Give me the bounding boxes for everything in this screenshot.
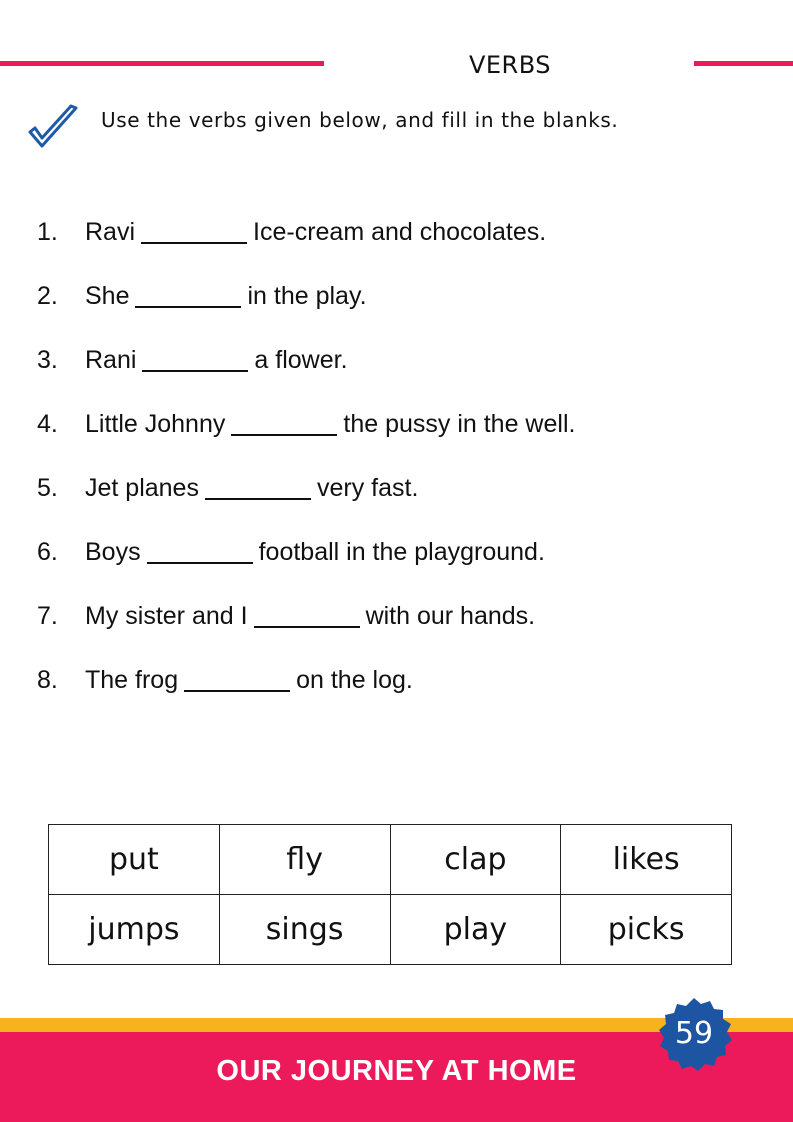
- question-number: 7.: [37, 602, 58, 630]
- page-title: VERBS: [468, 51, 552, 79]
- question-text-after: with our hands.: [365, 602, 536, 630]
- question-text-before: Rani: [85, 346, 137, 374]
- answer-blank[interactable]: [205, 474, 311, 500]
- verb-cell: sings: [219, 895, 390, 965]
- question-item: [37, 474, 757, 538]
- question-item: [37, 346, 757, 410]
- table-row: [49, 825, 732, 895]
- question-item: [37, 602, 757, 666]
- question-number: 5.: [37, 474, 58, 502]
- question-number: 2.: [37, 282, 58, 310]
- header-rule-right: [694, 61, 793, 66]
- question-text-before: Ravi: [85, 218, 136, 246]
- checkmark-icon: [26, 104, 80, 152]
- verb-cell: picks: [561, 895, 732, 965]
- question-text-after: the pussy in the well.: [343, 410, 576, 438]
- question-text-after: a flower.: [254, 346, 348, 374]
- header-rule-left: [0, 61, 324, 66]
- question-text-before: My sister and I: [85, 602, 248, 630]
- question-list: [37, 218, 757, 730]
- answer-blank[interactable]: [141, 218, 247, 244]
- question-text-after: very fast.: [316, 474, 419, 502]
- question-text-after: Ice-cream and chocolates.: [253, 218, 547, 246]
- question-number: 8.: [37, 666, 58, 694]
- verb-cell: fly: [219, 825, 390, 895]
- page-number: 59: [674, 1016, 714, 1051]
- table-row: [49, 895, 732, 965]
- question-number: 6.: [37, 538, 58, 566]
- question-item: [37, 410, 757, 474]
- verb-cell: jumps: [49, 895, 220, 965]
- question-item: [37, 282, 757, 346]
- instruction-text: Use the verbs given below, and fill in the blanks.: [101, 108, 619, 132]
- question-number: 1.: [37, 218, 58, 246]
- question-number: 4.: [37, 410, 58, 438]
- verb-cell: play: [390, 895, 561, 965]
- question-text-before: Boys: [85, 538, 141, 566]
- question-text-before: She: [85, 282, 130, 310]
- question-text-before: The frog: [85, 666, 179, 694]
- footer-title: OUR JOURNEY AT HOME: [216, 1055, 577, 1087]
- question-text-before: Little Johnny: [85, 410, 226, 438]
- question-text-after: in the play.: [247, 282, 367, 310]
- verb-cell: put: [49, 825, 220, 895]
- answer-blank[interactable]: [135, 282, 241, 308]
- question-text-after: on the log.: [296, 666, 413, 694]
- answer-blank[interactable]: [147, 538, 253, 564]
- answer-blank[interactable]: [231, 410, 337, 436]
- question-text-before: Jet planes: [85, 474, 199, 502]
- question-item: [37, 218, 757, 282]
- answer-blank[interactable]: [184, 666, 290, 692]
- answer-blank[interactable]: [254, 602, 360, 628]
- verb-word-table: [48, 824, 732, 965]
- question-number: 3.: [37, 346, 58, 374]
- question-item: [37, 666, 757, 730]
- question-text-after: football in the playground.: [258, 538, 545, 566]
- answer-blank[interactable]: [142, 346, 248, 372]
- verb-cell: clap: [390, 825, 561, 895]
- question-item: [37, 538, 757, 602]
- verb-cell: likes: [561, 825, 732, 895]
